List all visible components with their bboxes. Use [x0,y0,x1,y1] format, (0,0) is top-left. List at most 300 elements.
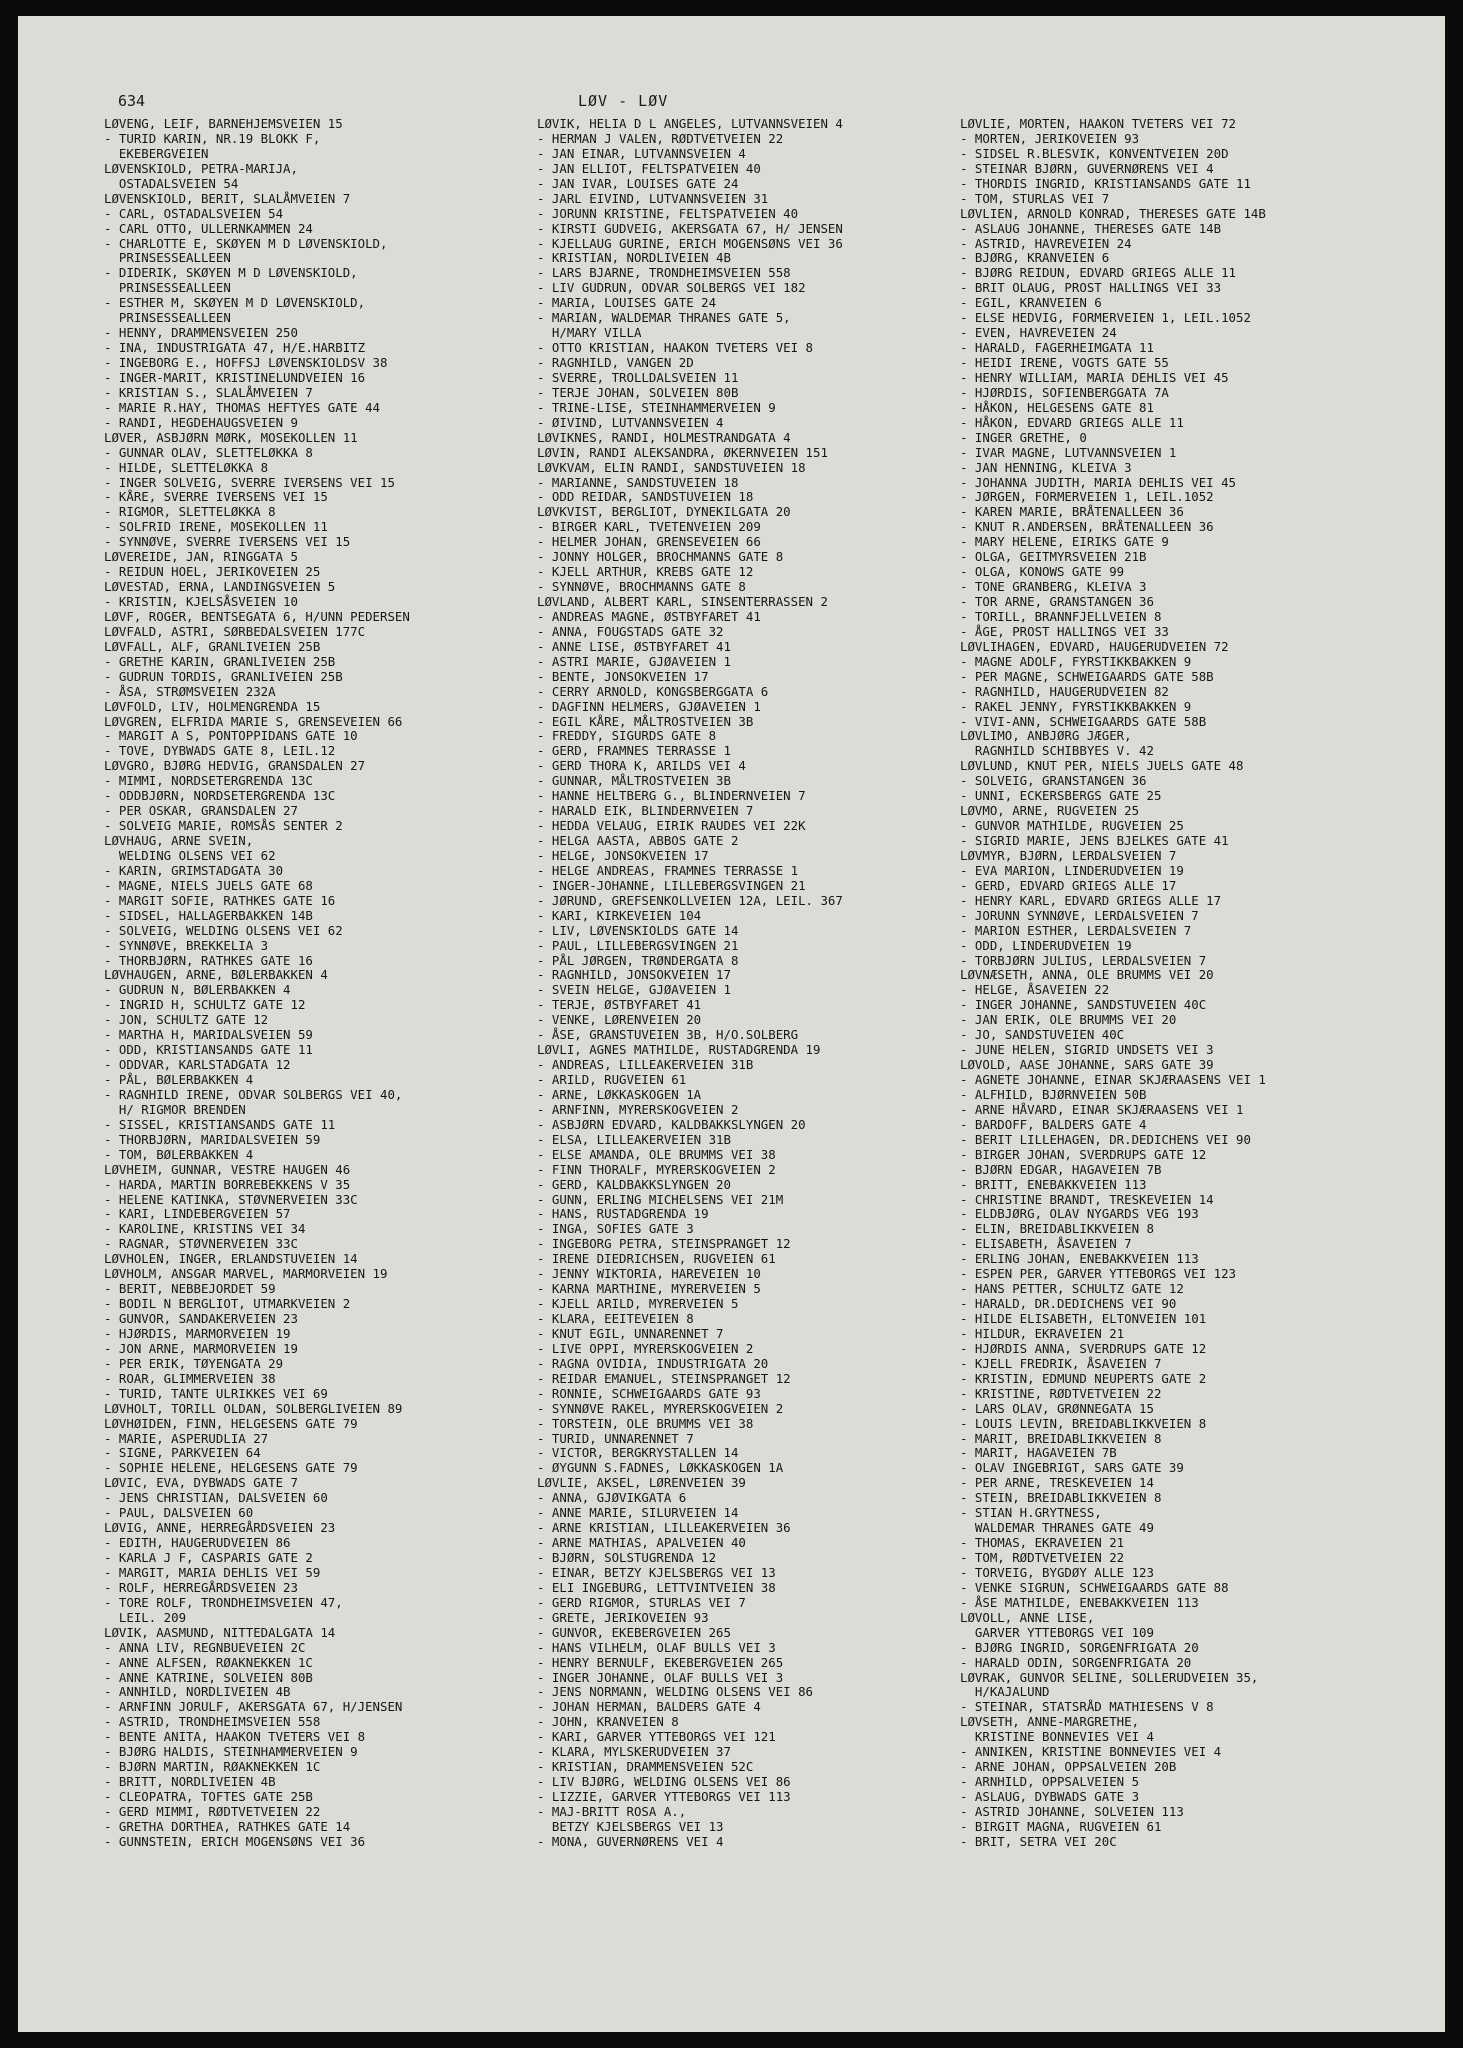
directory-entry-line: - EGIL, KRANVEIEN 6 [960,295,1102,311]
directory-entry-line: LØVHØIDEN, FINN, HELGESENS GATE 79 [104,1415,358,1431]
directory-entry-line: BETZY KJELSBERGS VEI 13 [537,1818,724,1834]
directory-entry-line: - ARILD, RUGVEIEN 61 [537,1072,687,1087]
directory-entry-line: - TOR ARNE, GRANSTANGEN 36 [960,594,1154,609]
directory-entry-line: - TURID KARIN, NR.19 BLOKK F, [104,130,321,146]
directory-entry-line: - TORILL, BRANNFJELLVEIEN 8 [960,608,1162,624]
directory-entry-line: - PER ERIK, TØYENGATA 29 [104,1355,284,1371]
directory-entry-line: - INGER-JOHANNE, LILLEBERGSVINGEN 21 [537,877,806,893]
directory-entry-line: - JØRGEN, FORMERVEIEN 1, LEIL.1052 [960,489,1214,505]
directory-entry-line: - KJELLAUG GURINE, ERICH MOGENSØNS VEI 36 [537,235,843,251]
directory-entry-line: - PÅL, BØLERBAKKEN 4 [104,1072,254,1087]
directory-entry-line: - BRIT, SETRA VEI 20C [960,1833,1117,1849]
directory-column-3 [960,117,1266,1850]
directory-entry-line: - ODD, KRISTIANSANDS GATE 11 [104,1042,313,1058]
directory-entry-line: - TONE GRANBERG, KLEIVA 3 [960,579,1147,595]
directory-entry-line: - SYNNØVE, BREKKELIA 3 [104,937,269,953]
directory-entry-line: - JUNE HELEN, SIGRID UNDSETS VEI 3 [960,1042,1214,1058]
directory-entry-line: - INGRID H, SCHULTZ GATE 12 [104,997,306,1013]
directory-entry-line: LØVF, ROGER, BENTSEGATA 6, H/UNN PEDERSEN [104,608,410,624]
directory-entry-line: - JOHANNA JUDITH, MARIA DEHLIS VEI 45 [960,474,1237,490]
page-number: 634 [118,92,146,110]
directory-entry-line: LØVLI, AGNES MATHILDE, RUSTADGRENDA 19 [537,1042,821,1058]
directory-entry-line: - HILDE, SLETTELØKKA 8 [104,459,269,475]
directory-entry-line: - OTTO KRISTIAN, HAAKON TVETERS VEI 8 [537,340,814,356]
directory-entry-line: - OLAV INGEBRIGT, SARS GATE 39 [960,1460,1184,1476]
directory-entry-line: - JON, SCHULTZ GATE 12 [104,1012,269,1028]
directory-entry-line: - ELSA, LILLEAKERVEIEN 31B [537,1131,731,1147]
directory-entry-line: - STIAN H.GRYTNESS, [960,1505,1102,1521]
directory-entry-line: - ANNA LIV, REGNBUEVEIEN 2C [104,1639,306,1655]
directory-entry-line: - GRETHA DORTHEA, RATHKES GATE 14 [104,1818,351,1834]
directory-entry-line: - BRITT, NORDLIVEIEN 4B [104,1774,276,1790]
directory-entry-line: - HELENE KATINKA, STØVNERVEIEN 33C [104,1191,358,1207]
directory-entry-line: - JAN ERIK, OLE BRUMMS VEI 20 [960,1012,1177,1028]
directory-entry-line: - LARS OLAV, GRØNNEGATA 15 [960,1400,1154,1416]
directory-entry-line: - MARION ESTHER, LERDALSVEIEN 7 [960,922,1192,938]
directory-entry-line: - ANNA, GJØVIKGATA 6 [537,1490,687,1506]
directory-entry-line: - TORSTEIN, OLE BRUMMS VEI 38 [537,1415,754,1431]
directory-entry-line: - ARNHILD, OPPSALVEIEN 5 [960,1774,1140,1790]
directory-entry-line: LØVLUND, KNUT PER, NIELS JUELS GATE 48 [960,758,1244,774]
directory-entry-line: - ELSE HEDVIG, FORMERVEIEN 1, LEIL.1052 [960,310,1251,326]
directory-entry-line: - INGEBORG PETRA, STEINSPRANGET 12 [537,1236,791,1252]
directory-entry-line: - INGER-MARIT, KRISTINELUNDVEIEN 16 [104,369,366,385]
directory-entry-line: - SVEIN HELGE, GJØAVEIEN 1 [537,982,731,998]
directory-entry-line: - INGEBORG E., HOFFSJ LØVENSKIOLDSV 38 [104,355,388,370]
directory-entry-line: - RAGNHILD, VANGEN 2D [537,355,694,370]
directory-entry-line: - JAN HENNING, KLEIVA 3 [960,459,1132,475]
directory-entry-line: - BERIT, NEBBEJORDET 59 [104,1281,276,1297]
directory-entry-line: - HELGA AASTA, ABBOS GATE 2 [537,833,739,848]
directory-entry-line: - BJØRG INGRID, SORGENFRIGATA 20 [960,1639,1199,1655]
directory-entry-line: - KJELL ARILD, MYRERVEIEN 5 [537,1296,739,1312]
directory-entry-line: - JAN IVAR, LOUISES GATE 24 [537,175,739,191]
directory-entry-line: - HENRY WILLIAM, MARIA DEHLIS VEI 45 [960,369,1229,385]
directory-entry-line: LØVFALD, ASTRI, SØRBEDALSVEIEN 177C [104,623,366,639]
directory-entry-line: - DAGFINN HELMERS, GJØAVEIEN 1 [537,698,761,714]
directory-entry-line: - BENTE, JONSOKVEIEN 17 [537,668,709,684]
directory-entry-line: - SISSEL, KRISTIANSANDS GATE 11 [104,1116,336,1132]
directory-entry-line: LØVESTAD, ERNA, LANDINGSVEIEN 5 [104,579,336,595]
directory-entry-line: - RAGNA OVIDIA, INDUSTRIGATA 20 [537,1355,769,1371]
directory-entry-line: - GUNVOR, EKEBERGVEIEN 265 [537,1624,731,1640]
directory-entry-line: LØVIN, RANDI ALEKSANDRA, ØKERNVEIEN 151 [537,444,828,460]
directory-entry-line: - ARNFINN JORULF, AKERSGATA 67, H/JENSEN [104,1699,403,1715]
running-head: LØV - LØV [578,92,669,110]
directory-entry-line: - TOM, BØLERBAKKEN 4 [104,1146,254,1162]
directory-entry-line: - ERLING JOHAN, ENEBAKKVEIEN 113 [960,1251,1199,1267]
directory-entry-line: - KAREN MARIE, BRÅTENALLEEN 36 [960,504,1184,520]
directory-entry-line: - HANS, RUSTADGRENDA 19 [537,1206,709,1222]
directory-entry-line: - SOLFRID IRENE, MOSEKOLLEN 11 [104,519,328,535]
directory-column-2 [537,117,843,1850]
directory-entry-line: - SOLVEIG, GRANSTANGEN 36 [960,773,1147,789]
directory-entry-line: - MAJ-BRITT ROSA A., [537,1803,687,1819]
directory-entry-line: - PAUL, DALSVEIEN 60 [104,1505,254,1521]
directory-entry-line: - MARIE, ASPERUDLIA 27 [104,1430,269,1446]
directory-entry-line: LØVLIEN, ARNOLD KONRAD, THERESES GATE 14B [960,205,1266,221]
directory-entry-line: - JOHN, KRANVEIEN 8 [537,1714,679,1730]
directory-entry-line: - ANNIKEN, KRISTINE BONNEVIES VEI 4 [960,1744,1222,1760]
directory-entry-line: - BIRGER JOHAN, SVERDRUPS GATE 12 [960,1146,1207,1162]
directory-entry-line: - ESTHER M, SKØYEN M D LØVENSKIOLD, [104,295,366,311]
directory-entry-line: LØVKVIST, BERGLIOT, DYNEKILGATA 20 [537,504,791,520]
directory-entry-line: - BJØRN, SOLSTUGRENDA 12 [537,1550,717,1565]
directory-entry-line: - SOPHIE HELENE, HELGESENS GATE 79 [104,1460,358,1476]
directory-entry-line: - ELDBJØRG, OLAV NYGARDS VEG 193 [960,1206,1199,1222]
directory-entry-line: - BRITT, ENEBAKKVEIEN 113 [960,1176,1147,1192]
directory-entry-line: - HARALD, FAGERHEIMGATA 11 [960,340,1154,356]
directory-entry-line: - GUNNAR OLAV, SLETTELØKKA 8 [104,444,313,460]
directory-entry-line: - BJØRN MARTIN, RØAKNEKKEN 1C [104,1759,321,1775]
directory-entry-line: - INGER SOLVEIG, SVERRE IVERSENS VEI 15 [104,474,395,490]
directory-entry-line: - LIV BJØRG, WELDING OLSENS VEI 86 [537,1774,791,1790]
directory-entry-line: - HANNE HELTBERG G., BLINDERNVEIEN 7 [537,788,806,804]
directory-entry-line: - STEINAR, STATSRÅD MATHIESENS V 8 [960,1699,1214,1715]
directory-entry-line: LØVIC, EVA, DYBWADS GATE 7 [104,1475,298,1491]
directory-entry-line: LØVKVAM, ELIN RANDI, SANDSTUVEIEN 18 [537,459,806,475]
directory-entry-line: - HENRY KARL, EDVARD GRIEGS ALLE 17 [960,892,1222,908]
directory-entry-line: - REIDAR EMANUEL, STEINSPRANGET 12 [537,1370,791,1386]
directory-entry-line: RAGNHILD SCHIBBYES V. 42 [960,743,1154,759]
directory-entry-line: LØVGRO, BJØRG HEDVIG, GRANSDALEN 27 [104,758,366,774]
directory-entry-line: - ASLAUG, DYBWADS GATE 3 [960,1789,1140,1804]
directory-entry-line: - BENTE ANITA, HAAKON TVETERS VEI 8 [104,1729,366,1745]
directory-entry-line: - KRISTIAN, NORDLIVEIEN 4B [537,250,731,266]
directory-entry-line: - LIZZIE, GARVER YTTEBORGS VEI 113 [537,1789,791,1804]
directory-entry-line: - GERD THORA K, ARILDS VEI 4 [537,758,746,774]
directory-entry-line: - HILDE ELISABETH, ELTONVEIEN 101 [960,1311,1207,1326]
directory-entry-line: - THORBJØRN, MARIDALSVEIEN 59 [104,1131,321,1147]
directory-entry-line: - PAUL, LILLEBERGSVINGEN 21 [537,937,739,953]
directory-entry-line: - BIRGER KARL, TVETENVEIEN 209 [537,519,761,535]
directory-entry-line: - RAGNHILD, JONSOKVEIEN 17 [537,967,731,983]
directory-entry-line: - EGIL KÅRE, MÅLTROSTVEIEN 3B [537,713,754,729]
directory-entry-line: - MARIE R.HAY, THOMAS HEFTYES GATE 44 [104,399,381,415]
directory-entry-line: - TURID, TANTE ULRIKKES VEI 69 [104,1385,328,1401]
directory-entry-line: - REIDUN HOEL, JERIKOVEIEN 25 [104,564,321,580]
directory-entry-line: - KARI, KIRKEVEIEN 104 [537,907,702,923]
directory-entry-line: - ELIN, BREIDABLIKKVEIEN 8 [960,1221,1154,1237]
directory-entry-line: - ARNFINN, MYRERSKOGVEIEN 2 [537,1101,739,1117]
directory-entry-line: - CARL OTTO, ULLERNKAMMEN 24 [104,220,313,236]
directory-entry-line: - ARNE JOHAN, OPPSALVEIEN 20B [960,1759,1177,1775]
directory-entry-line: - ARNE HÅVARD, EINAR SKJÆRAASENS VEI 1 [960,1101,1244,1117]
directory-entry-line: - THORDIS INGRID, KRISTIANSANDS GATE 11 [960,175,1251,191]
directory-entry-line: - MARIA, LOUISES GATE 24 [537,295,717,311]
directory-entry-line: - GUDRUN TORDIS, GRANLIVEIEN 25B [104,668,343,684]
directory-entry-line: H/KAJALUND [960,1684,1050,1700]
directory-entry-line: - HARDA, MARTIN BORREBEKKENS V 35 [104,1176,351,1192]
directory-entry-line: - THORBJØRN, RATHKES GATE 16 [104,952,313,968]
directory-entry-line: - ASTRI MARIE, GJØAVEIEN 1 [537,653,731,669]
directory-entry-line: - MARGIT A S, PONTOPPIDANS GATE 10 [104,728,358,744]
directory-entry-line: KRISTINE BONNEVIES VEI 4 [960,1729,1154,1745]
directory-entry-line: - GUNN, ERLING MICHELSENS VEI 21M [537,1191,784,1207]
directory-entry-line: - JAN EINAR, LUTVANNSVEIEN 4 [537,145,746,161]
directory-entry-line: - RANDI, HEGDEHAUGSVEIEN 9 [104,414,298,430]
directory-entry-line: - HJØRDIS, SOFIENBERGGATA 7A [960,384,1169,400]
directory-entry-line: - KRISTIAN, DRAMMENSVEIEN 52C [537,1759,754,1775]
directory-entry-line: - BJØRN EDGAR, HAGAVEIEN 7B [960,1161,1162,1177]
directory-entry-line: - HARALD ODIN, SORGENFRIGATA 20 [960,1654,1192,1670]
directory-entry-line: - TURID, UNNARENNET 7 [537,1430,694,1446]
directory-entry-line: - ØYGUNN S.FADNES, LØKKASKOGEN 1A [537,1460,784,1476]
directory-entry-line: - CLEOPATRA, TOFTES GATE 25B [104,1789,313,1804]
directory-entry-line: - RONNIE, SCHWEIGAARDS GATE 93 [537,1385,761,1401]
directory-entry-line: - ARNE KRISTIAN, LILLEAKERVEIEN 36 [537,1520,791,1536]
directory-entry-line: - SOLVEIG MARIE, ROMSÅS SENTER 2 [104,818,343,834]
directory-entry-line: - HJØRDIS ANNA, SVERDRUPS GATE 12 [960,1340,1207,1356]
directory-entry-line: - GERD, FRAMNES TERRASSE 1 [537,743,731,759]
directory-entry-line: LØVNÆSETH, ANNA, OLE BRUMMS VEI 20 [960,967,1214,983]
directory-entry-line: - VENKE SIGRUN, SCHWEIGAARDS GATE 88 [960,1579,1229,1595]
directory-entry-line: - TORE ROLF, TRONDHEIMSVEIEN 47, [104,1594,343,1610]
directory-entry-line: LØVEREIDE, JAN, RINGGATA 5 [104,549,298,565]
directory-entry-line: - LIV GUDRUN, ODVAR SOLBERGS VEI 182 [537,280,806,296]
directory-entry-line: - LIVE OPPI, MYRERSKOGVEIEN 2 [537,1340,754,1356]
directory-entry-line: - MAGNE ADOLF, FYRSTIKKBAKKEN 9 [960,653,1192,669]
directory-entry-line: - KJELL ARTHUR, KREBS GATE 12 [537,564,754,580]
directory-entry-line: - TOVE, DYBWADS GATE 8, LEIL.12 [104,743,336,759]
directory-entry-line: - TORBJØRN JULIUS, LERDALSVEIEN 7 [960,952,1207,968]
directory-entry-line: LØVMO, ARNE, RUGVEIEN 25 [960,803,1140,819]
directory-entry-line: LØVOLL, ANNE LISE, [960,1609,1095,1625]
directory-entry-line: - JONNY HOLGER, BROCHMANNS GATE 8 [537,549,784,565]
directory-entry-line: - EDITH, HAUGERUDVEIEN 86 [104,1535,291,1551]
directory-entry-line: OSTADALSVEIEN 54 [104,175,239,191]
directory-entry-line: - SIDSEL R.BLESVIK, KONVENTVEIEN 20D [960,145,1229,161]
directory-entry-line: - INA, INDUSTRIGATA 47, H/E.HARBITZ [104,340,366,356]
directory-entry-line: LØVHAUGEN, ARNE, BØLERBAKKEN 4 [104,967,328,983]
directory-entry-line: - ASLAUG JOHANNE, THERESES GATE 14B [960,220,1222,236]
directory-entry-line: - EINAR, BETZY KJELSBERGS VEI 13 [537,1564,776,1580]
directory-entry-line: - ANNHILD, NORDLIVEIEN 4B [104,1684,291,1700]
directory-entry-line: LØVLIE, AKSEL, LØRENVEIEN 39 [537,1475,746,1491]
directory-entry-line: - INGER GRETHE, 0 [960,429,1087,445]
directory-entry-line: - ALFHILD, BJØRNVEIEN 50B [960,1086,1147,1102]
directory-entry-line: - KNUT R.ANDERSEN, BRÅTENALLEEN 36 [960,519,1214,535]
directory-entry-line: LØVGREN, ELFRIDA MARIE S, GRENSEVEIEN 66 [104,713,403,729]
directory-entry-line: - STEINAR BJØRN, GUVERNØRENS VEI 4 [960,160,1214,176]
directory-entry-line: - PER MAGNE, SCHWEIGAARDS GATE 58B [960,668,1214,684]
directory-entry-line: - GERD, EDVARD GRIEGS ALLE 17 [960,877,1177,893]
directory-entry-line: - BJØRG REIDUN, EDVARD GRIEGS ALLE 11 [960,265,1237,281]
directory-entry-line: - KIRSTI GUDVEIG, AKERSGATA 67, H/ JENSEN [537,220,843,236]
directory-entry-line: - HILDUR, EKRAVEIEN 21 [960,1325,1125,1341]
directory-entry-line: - KARNA MARTHINE, MYRERVEIEN 5 [537,1281,761,1297]
directory-entry-line: LØVSETH, ANNE-MARGRETHE, [960,1714,1140,1730]
directory-entry-line: - GERD, KALDBAKKSLYNGEN 20 [537,1176,731,1192]
directory-entry-line: GARVER YTTEBORGS VEI 109 [960,1624,1154,1640]
directory-entry-line: - RAGNAR, STØVNERVEIEN 33C [104,1236,298,1252]
directory-entry-line: - GUNNSTEIN, ERICH MOGENSØNS VEI 36 [104,1833,366,1849]
directory-entry-line: - OLGA, GEITMYRSVEIEN 21B [960,549,1147,565]
directory-entry-line: - RAKEL JENNY, FYRSTIKKBAKKEN 9 [960,698,1192,714]
directory-entry-line: - KARIN, GRIMSTADGATA 30 [104,862,284,878]
directory-entry-line: - ESPEN PER, GARVER YTTEBORGS VEI 123 [960,1266,1237,1282]
directory-entry-line: LØVLIE, MORTEN, HAAKON TVETERS VEI 72 [960,116,1237,131]
directory-entry-line: - ELSE AMANDA, OLE BRUMMS VEI 38 [537,1146,776,1162]
directory-entry-line: - FREDDY, SIGURDS GATE 8 [537,728,717,744]
directory-entry-line: - CERRY ARNOLD, KONGSBERGGATA 6 [537,683,769,699]
directory-entry-line: - PÅL JØRGEN, TRØNDERGATA 8 [537,952,739,968]
directory-entry-line: - MAGNE, NIELS JUELS GATE 68 [104,877,313,893]
directory-entry-line: - ODD, LINDERUDVEIEN 19 [960,937,1132,953]
directory-entry-line: - GRETE, JERIKOVEIEN 93 [537,1609,709,1625]
directory-entry-line: - KLARA, EEITEVEIEN 8 [537,1311,694,1326]
directory-entry-line: - JARL EIVIND, LUTVANNSVEIEN 31 [537,190,769,206]
directory-entry-line: - INGA, SOFIES GATE 3 [537,1221,694,1237]
directory-entry-line: - MORTEN, JERIKOVEIEN 93 [960,130,1140,146]
directory-entry-line: - ANDREAS, LILLEAKERVEIEN 31B [537,1057,754,1073]
directory-entry-line: - KRISTINE, RØDTVETVEIEN 22 [960,1385,1162,1401]
directory-entry-line: - MARIT, HAGAVEIEN 7B [960,1445,1117,1461]
directory-entry-line: - CHARLOTTE E, SKØYEN M D LØVENSKIOLD, [104,235,388,251]
directory-entry-line: - ÅSE, GRANSTUVEIEN 3B, H/O.SOLBERG [537,1027,799,1043]
directory-entry-line: LEIL. 209 [104,1609,187,1625]
directory-entry-line: - KÅRE, SVERRE IVERSENS VEI 15 [104,489,328,505]
directory-entry-line: - MARIT, BREIDABLIKKVEIEN 8 [960,1430,1162,1446]
directory-entry-line: - TOM, RØDTVETVEIEN 22 [960,1550,1125,1565]
directory-entry-line: - HELGE, JONSOKVEIEN 17 [537,847,709,863]
directory-entry-line: - THOMAS, EKRAVEIEN 21 [960,1535,1125,1551]
directory-entry-line: LØVOLD, AASE JOHANNE, SARS GATE 39 [960,1057,1214,1073]
directory-entry-line: - MARGIT, MARIA DEHLIS VEI 59 [104,1564,321,1580]
directory-entry-line: - PER ARNE, TRESKEVEIEN 14 [960,1475,1154,1491]
directory-entry-line: - HANS VILHELM, OLAF BULLS VEI 3 [537,1639,776,1655]
directory-entry-line: H/ RIGMOR BRENDEN [104,1101,246,1117]
directory-entry-line: - JORUNN KRISTINE, FELTSPATVEIEN 40 [537,205,799,221]
directory-entry-line: - ELI INGEBURG, LETTVINTVEIEN 38 [537,1579,776,1595]
directory-entry-line: - ANNE MARIE, SILURVEIEN 14 [537,1505,739,1521]
directory-entry-line: - ASBJØRN EDVARD, KALDBAKKSLYNGEN 20 [537,1116,806,1132]
directory-entry-line: LØVER, ASBJØRN MØRK, MOSEKOLLEN 11 [104,429,358,445]
directory-entry-line: - JO, SANDSTUVEIEN 40C [960,1027,1125,1043]
directory-entry-line: - HARALD, DR.DEDICHENS VEI 90 [960,1296,1177,1312]
directory-entry-line: - SIDSEL, HALLAGERBAKKEN 14B [104,907,313,923]
directory-entry-line: - MONA, GUVERNØRENS VEI 4 [537,1833,724,1849]
directory-entry-line: - ASTRID JOHANNE, SOLVEIEN 113 [960,1803,1184,1819]
directory-entry-line: - JON ARNE, MARMORVEIEN 19 [104,1340,298,1356]
directory-entry-line: - TRINE-LISE, STEINHAMMERVEIEN 9 [537,399,776,415]
directory-entry-line: - ANNA, FOUGSTADS GATE 32 [537,623,724,639]
directory-entry-line: - JENS NORMANN, WELDING OLSENS VEI 86 [537,1684,814,1700]
directory-entry-line: LØVHOLT, TORILL OLDAN, SOLBERGLIVEIEN 89 [104,1400,403,1416]
directory-entry-line: - AGNETE JOHANNE, EINAR SKJÆRAASENS VEI 1 [960,1072,1266,1087]
directory-entry-line: - HJØRDIS, MARMORVEIEN 19 [104,1325,291,1341]
directory-entry-line: - IRENE DIEDRICHSEN, RUGVEIEN 61 [537,1251,776,1267]
directory-entry-line: - MARGIT SOFIE, RATHKES GATE 16 [104,892,336,908]
directory-entry-line: - JOHAN HERMAN, BALDERS GATE 4 [537,1699,761,1715]
directory-entry-line: LØVIK, HELIA D L ANGELES, LUTVANNSVEIEN 4 [537,116,843,131]
directory-entry-line: - HELGE, ÅSAVEIEN 22 [960,982,1110,998]
directory-entry-line: - HERMAN J VALEN, RØDTVETVEIEN 22 [537,130,784,146]
directory-entry-line: - JAN ELLIOT, FELTSPATVEIEN 40 [537,160,761,176]
directory-entry-line: - GUNVOR, SANDAKERVEIEN 23 [104,1311,298,1326]
directory-entry-line: - RAGNHILD, HAUGERUDVEIEN 82 [960,683,1169,699]
directory-entry-line: - BJØRG, KRANVEIEN 6 [960,250,1110,266]
directory-entry-line: - DIDERIK, SKØYEN M D LØVENSKIOLD, [104,265,358,281]
directory-entry-line: LØVHOLEN, INGER, ERLANDSTUVEIEN 14 [104,1251,358,1267]
directory-entry-line: - HEIDI IRENE, VOGTS GATE 55 [960,355,1169,370]
directory-entry-line: PRINSESSEALLEEN [104,310,231,326]
directory-entry-line: - CHRISTINE BRANDT, TRESKEVEIEN 14 [960,1191,1214,1207]
directory-entry-line: LØVHEIM, GUNNAR, VESTRE HAUGEN 46 [104,1161,351,1177]
directory-entry-line: - HARALD EIK, BLINDERNVEIEN 7 [537,803,754,819]
directory-entry-line: - ODDVAR, KARLSTADGATA 12 [104,1057,291,1073]
directory-entry-line: - HANS PETTER, SCHULTZ GATE 12 [960,1281,1184,1297]
directory-entry-line: - KRISTIN, KJELSÅSVEIEN 10 [104,594,298,609]
directory-entry-line: - SIGRID MARIE, JENS BJELKES GATE 41 [960,833,1229,848]
directory-entry-line: - ÅGE, PROST HALLINGS VEI 33 [960,623,1169,639]
directory-entry-line: - CARL, OSTADALSVEIEN 54 [104,205,284,221]
directory-entry-line: - SOLVEIG, WELDING OLSENS VEI 62 [104,922,343,938]
directory-entry-line: - HENNY, DRAMMENSVEIEN 250 [104,325,298,341]
directory-entry-line: H/MARY VILLA [537,325,642,341]
directory-entry-line: LØVENG, LEIF, BARNEHJEMSVEIEN 15 [104,116,343,131]
directory-entry-line: - OLGA, KONOWS GATE 99 [960,564,1125,580]
directory-entry-line: - JENNY WIKTORIA, HAREVEIEN 10 [537,1266,761,1282]
directory-entry-line: - EVA MARION, LINDERUDVEIEN 19 [960,862,1184,878]
directory-entry-line: - KNUT EGIL, UNNARENNET 7 [537,1325,724,1341]
directory-entry-line: - VENKE, LØRENVEIEN 20 [537,1012,702,1028]
directory-entry-line: LØVRAK, GUNVOR SELINE, SOLLERUDVEIEN 35, [960,1669,1259,1685]
directory-entry-line: - HÅKON, EDVARD GRIEGS ALLE 11 [960,414,1184,430]
directory-entry-line: - HELMER JOHAN, GRENSEVEIEN 66 [537,534,761,550]
directory-entry-line: - BARDOFF, BALDERS GATE 4 [960,1116,1147,1132]
directory-entry-line: - SVERRE, TROLLDALSVEIEN 11 [537,369,739,385]
directory-entry-line: - MARIANNE, SANDSTUVEIEN 18 [537,474,739,490]
directory-entry-line: - GERD MIMMI, RØDTVETVEIEN 22 [104,1803,321,1819]
directory-page [18,16,1445,2032]
directory-entry-line: - MARTHA H, MARIDALSVEIEN 59 [104,1027,313,1043]
directory-entry-line: - GUDRUN N, BØLERBAKKEN 4 [104,982,291,998]
directory-entry-line: - TERJE, ØSTBYFARET 41 [537,997,702,1013]
directory-entry-line: - STEIN, BREIDABLIKKVEIEN 8 [960,1490,1162,1506]
directory-entry-line: - ODDBJØRN, NORDSETERGRENDA 13C [104,788,336,804]
directory-entry-line: - LARS BJARNE, TRONDHEIMSVEIEN 558 [537,265,791,281]
directory-entry-line: - VICTOR, BERGKRYSTALLEN 14 [537,1445,739,1461]
directory-entry-line: - KARI, GARVER YTTEBORGS VEI 121 [537,1729,776,1745]
directory-entry-line: LØVHAUG, ARNE SVEIN, [104,833,254,848]
directory-entry-line: - BODIL N BERGLIOT, UTMARKVEIEN 2 [104,1296,351,1312]
directory-entry-line: - GUNVOR MATHILDE, RUGVEIEN 25 [960,818,1184,834]
directory-entry-line: - KLARA, MYLSKERUDVEIEN 37 [537,1744,731,1760]
directory-entry-line: - ARNE, LØKKASKOGEN 1A [537,1086,702,1102]
directory-entry-line: - GERD RIGMOR, STURLAS VEI 7 [537,1594,746,1610]
directory-entry-line: EKEBERGVEIEN [104,145,209,161]
directory-entry-line: - KARI, LINDEBERGVEIEN 57 [104,1206,291,1222]
directory-entry-line: - JENS CHRISTIAN, DALSVEIEN 60 [104,1490,328,1506]
directory-entry-line: - RAGNHILD IRENE, ODVAR SOLBERGS VEI 40, [104,1086,403,1102]
directory-entry-line: - BIRGIT MAGNA, RUGVEIEN 61 [960,1818,1162,1834]
directory-entry-line: - SYNNØVE RAKEL, MYRERSKOGVEIEN 2 [537,1400,784,1416]
directory-entry-line: - ODD REIDAR, SANDSTUVEIEN 18 [537,489,754,505]
directory-entry-line: - LIV, LØVENSKIOLDS GATE 14 [537,922,739,938]
directory-entry-line: LØVENSKIOLD, PETRA-MARIJA, [104,160,298,176]
directory-entry-line: - KAROLINE, KRISTINS VEI 34 [104,1221,306,1237]
directory-entry-line: - MIMMI, NORDSETERGRENDA 13C [104,773,313,789]
directory-entry-line: - EVEN, HAVREVEIEN 24 [960,325,1117,341]
directory-entry-line: LØVFOLD, LIV, HOLMENGRENDA 15 [104,698,321,714]
directory-entry-line: WALDEMAR THRANES GATE 49 [960,1520,1154,1536]
directory-entry-line: - MARY HELENE, EIRIKS GATE 9 [960,534,1169,550]
directory-entry-line: - ØIVIND, LUTVANNSVEIEN 4 [537,414,724,430]
directory-entry-line: - VIVI-ANN, SCHWEIGAARDS GATE 58B [960,713,1207,729]
directory-entry-line: - HÅKON, HELGESENS GATE 81 [960,399,1154,415]
directory-entry-line: - ASTRID, TRONDHEIMSVEIEN 558 [104,1714,321,1730]
